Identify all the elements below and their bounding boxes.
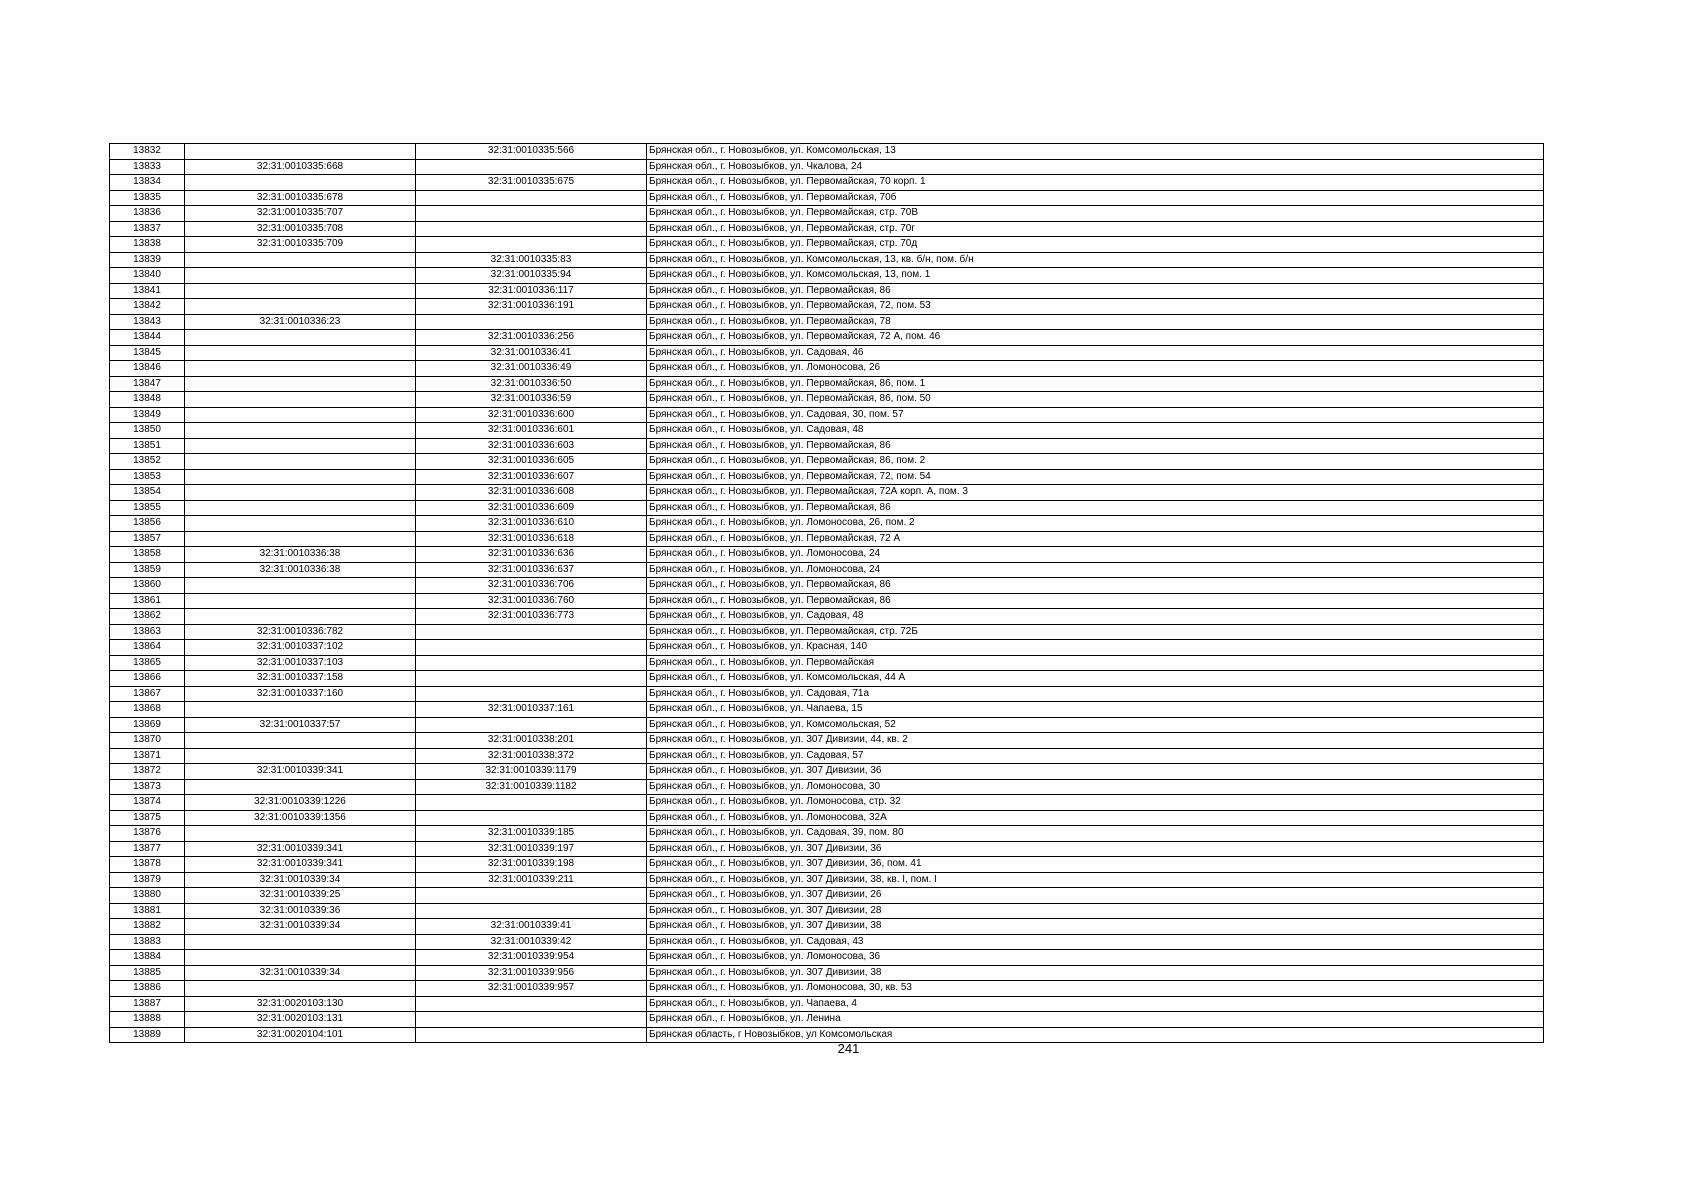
- address-cell: Брянская обл., г. Новозыбков, ул. Первомайская, стр. 70В: [647, 206, 1544, 222]
- address-cell: Брянская обл., г. Новозыбков, ул. Садовая, 48: [647, 423, 1544, 439]
- object-number-cell: [416, 624, 647, 640]
- table-row: [110, 593, 1544, 609]
- cadastral-number-cell: 32:31:0010339:341: [185, 764, 416, 780]
- row-number-cell: 13874: [110, 795, 185, 811]
- address-cell: Брянская обл., г. Новозыбков, ул. Первомайская, стр. 70г: [647, 221, 1544, 237]
- object-number-cell: [416, 686, 647, 702]
- cadastral-number-cell: [185, 500, 416, 516]
- row-number-cell: 13877: [110, 841, 185, 857]
- address-cell: Брянская обл., г. Новозыбков, ул. Первомайская, 70 корп. 1: [647, 175, 1544, 191]
- row-number-cell: 13863: [110, 624, 185, 640]
- cadastral-number-cell: 32:31:0010335:707: [185, 206, 416, 222]
- cadastral-number-cell: [185, 376, 416, 392]
- address-cell: Брянская обл., г. Новозыбков, ул. Первомайская, 72, пом. 54: [647, 469, 1544, 485]
- row-number-cell: 13883: [110, 934, 185, 950]
- cadastral-number-cell: [185, 252, 416, 268]
- object-number-cell: [416, 671, 647, 687]
- object-number-cell: 32:31:0010336:609: [416, 500, 647, 516]
- address-cell: Брянская обл., г. Новозыбков, ул. Ломоносова, 36: [647, 950, 1544, 966]
- row-number-cell: 13836: [110, 206, 185, 222]
- cadastral-number-cell: 32:31:0010335:668: [185, 159, 416, 175]
- table-row: [110, 345, 1544, 361]
- address-cell: Брянская обл., г. Новозыбков, ул. Садовая, 43: [647, 934, 1544, 950]
- table-row: [110, 702, 1544, 718]
- cadastral-number-cell: [185, 578, 416, 594]
- table-row: [110, 903, 1544, 919]
- cadastral-number-cell: [185, 733, 416, 749]
- row-number-cell: 13847: [110, 376, 185, 392]
- table-row: [110, 516, 1544, 532]
- table-row: [110, 361, 1544, 377]
- address-cell: Брянская обл., г. Новозыбков, ул. Ломоносова, стр. 32: [647, 795, 1544, 811]
- row-number-cell: 13866: [110, 671, 185, 687]
- table-row: [110, 609, 1544, 625]
- table-row: [110, 717, 1544, 733]
- row-number-cell: 13840: [110, 268, 185, 284]
- cadastral-number-cell: 32:31:0010339:341: [185, 841, 416, 857]
- object-number-cell: 32:31:0010339:1179: [416, 764, 647, 780]
- row-number-cell: 13856: [110, 516, 185, 532]
- table-row: [110, 299, 1544, 315]
- table-row: [110, 826, 1544, 842]
- table-row: [110, 795, 1544, 811]
- address-cell: Брянская обл., г. Новозыбков, ул. Садовая, 57: [647, 748, 1544, 764]
- table-row: [110, 810, 1544, 826]
- table-row: [110, 190, 1544, 206]
- cadastral-number-cell: 32:31:0010339:34: [185, 872, 416, 888]
- cadastral-number-cell: 32:31:0010339:34: [185, 965, 416, 981]
- table-row: [110, 888, 1544, 904]
- cadastral-number-cell: 32:31:0010337:158: [185, 671, 416, 687]
- object-number-cell: 32:31:0010338:201: [416, 733, 647, 749]
- cadastral-number-cell: 32:31:0020103:130: [185, 996, 416, 1012]
- address-cell: Брянская обл., г. Новозыбков, ул. 307 Дивизии, 28: [647, 903, 1544, 919]
- row-number-cell: 13832: [110, 144, 185, 160]
- address-cell: Брянская обл., г. Новозыбков, ул. Первомайская, стр. 70д: [647, 237, 1544, 253]
- address-cell: Брянская обл., г. Новозыбков, ул. Ломоносова, 30: [647, 779, 1544, 795]
- cadastral-number-cell: [185, 934, 416, 950]
- table-row: [110, 392, 1544, 408]
- address-cell: Брянская обл., г. Новозыбков, ул. Комсомольская, 13: [647, 144, 1544, 160]
- object-number-cell: 32:31:0010336:760: [416, 593, 647, 609]
- object-number-cell: 32:31:0010336:610: [416, 516, 647, 532]
- object-number-cell: 32:31:0010336:706: [416, 578, 647, 594]
- cadastral-number-cell: 32:31:0010339:1356: [185, 810, 416, 826]
- object-number-cell: [416, 1012, 647, 1028]
- row-number-cell: 13882: [110, 919, 185, 935]
- row-number-cell: 13867: [110, 686, 185, 702]
- address-cell: Брянская обл., г. Новозыбков, ул. Комсомольская, 13, кв. б/н, пом. б/н: [647, 252, 1544, 268]
- cadastral-number-cell: [185, 330, 416, 346]
- address-cell: Брянская обл., г. Новозыбков, ул. Первомайская, 86: [647, 593, 1544, 609]
- address-cell: Брянская обл., г. Новозыбков, ул. Чапаева, 4: [647, 996, 1544, 1012]
- table-row: [110, 237, 1544, 253]
- data-table: [109, 143, 1544, 1043]
- table-row: [110, 934, 1544, 950]
- object-number-cell: [416, 717, 647, 733]
- address-cell: Брянская обл., г. Новозыбков, ул. Первомайская, 86, пом. 50: [647, 392, 1544, 408]
- row-number-cell: 13869: [110, 717, 185, 733]
- object-number-cell: [416, 221, 647, 237]
- object-number-cell: [416, 190, 647, 206]
- address-cell: Брянская обл., г. Новозыбков, ул. Первомайская, 78: [647, 314, 1544, 330]
- address-cell: Брянская обл., г. Новозыбков, ул. 307 Дивизии, 26: [647, 888, 1544, 904]
- address-cell: Брянская обл., г. Новозыбков, ул. Чапаева, 15: [647, 702, 1544, 718]
- address-cell: Брянская обл., г. Новозыбков, ул. Первомайская, 86: [647, 500, 1544, 516]
- address-cell: Брянская обл., г. Новозыбков, ул. Садовая, 46: [647, 345, 1544, 361]
- cadastral-number-cell: 32:31:0010339:25: [185, 888, 416, 904]
- table-row: [110, 981, 1544, 997]
- row-number-cell: 13852: [110, 454, 185, 470]
- object-number-cell: [416, 314, 647, 330]
- address-cell: Брянская обл., г. Новозыбков, ул. Первомайская, 86: [647, 283, 1544, 299]
- object-number-cell: 32:31:0010338:372: [416, 748, 647, 764]
- object-number-cell: 32:31:0010336:603: [416, 438, 647, 454]
- object-number-cell: [416, 996, 647, 1012]
- object-number-cell: 32:31:0010336:117: [416, 283, 647, 299]
- object-number-cell: [416, 655, 647, 671]
- address-cell: Брянская обл., г. Новозыбков, ул. Ленина: [647, 1012, 1544, 1028]
- object-number-cell: [416, 206, 647, 222]
- object-number-cell: 32:31:0010336:50: [416, 376, 647, 392]
- object-number-cell: 32:31:0010336:605: [416, 454, 647, 470]
- cadastral-number-cell: 32:31:0010339:341: [185, 857, 416, 873]
- object-number-cell: 32:31:0010336:41: [416, 345, 647, 361]
- table-row: [110, 996, 1544, 1012]
- cadastral-number-cell: [185, 826, 416, 842]
- cadastral-number-cell: [185, 144, 416, 160]
- row-number-cell: 13876: [110, 826, 185, 842]
- object-number-cell: 32:31:0010339:185: [416, 826, 647, 842]
- table-row: [110, 314, 1544, 330]
- cadastral-number-cell: 32:31:0010336:23: [185, 314, 416, 330]
- object-number-cell: 32:31:0010337:161: [416, 702, 647, 718]
- table-row: [110, 748, 1544, 764]
- cadastral-number-cell: [185, 345, 416, 361]
- cadastral-number-cell: [185, 609, 416, 625]
- table-row: [110, 578, 1544, 594]
- row-number-cell: 13873: [110, 779, 185, 795]
- address-cell: Брянская обл., г. Новозыбков, ул. Комсомольская, 52: [647, 717, 1544, 733]
- cadastral-number-cell: 32:31:0010337:103: [185, 655, 416, 671]
- table-row: [110, 175, 1544, 191]
- table-row: [110, 144, 1544, 160]
- row-number-cell: 13853: [110, 469, 185, 485]
- row-number-cell: 13858: [110, 547, 185, 563]
- row-number-cell: 13875: [110, 810, 185, 826]
- cadastral-number-cell: 32:31:0010336:782: [185, 624, 416, 640]
- cadastral-number-cell: [185, 407, 416, 423]
- cadastral-number-cell: 32:31:0010336:38: [185, 547, 416, 563]
- address-cell: Брянская обл., г. Новозыбков, ул. Чкалова, 24: [647, 159, 1544, 175]
- table-row: [110, 872, 1544, 888]
- row-number-cell: 13886: [110, 981, 185, 997]
- row-number-cell: 13870: [110, 733, 185, 749]
- cadastral-number-cell: [185, 748, 416, 764]
- object-number-cell: 32:31:0010336:773: [416, 609, 647, 625]
- address-cell: Брянская обл., г. Новозыбков, ул. Ломоносова, 24: [647, 562, 1544, 578]
- row-number-cell: 13888: [110, 1012, 185, 1028]
- row-number-cell: 13880: [110, 888, 185, 904]
- row-number-cell: 13835: [110, 190, 185, 206]
- object-number-cell: 32:31:0010335:566: [416, 144, 647, 160]
- address-cell: Брянская область, г Новозыбков, ул Комсомольская: [647, 1027, 1544, 1043]
- table-body: [110, 144, 1544, 1043]
- object-number-cell: 32:31:0010339:956: [416, 965, 647, 981]
- table-row: [110, 919, 1544, 935]
- object-number-cell: 32:31:0010335:83: [416, 252, 647, 268]
- row-number-cell: 13879: [110, 872, 185, 888]
- object-number-cell: 32:31:0010335:94: [416, 268, 647, 284]
- table-row: [110, 469, 1544, 485]
- table-row: [110, 547, 1544, 563]
- object-number-cell: 32:31:0010339:211: [416, 872, 647, 888]
- cadastral-number-cell: 32:31:0010337:160: [185, 686, 416, 702]
- row-number-cell: 13838: [110, 237, 185, 253]
- cadastral-number-cell: [185, 423, 416, 439]
- address-cell: Брянская обл., г. Новозыбков, ул. Первомайская: [647, 655, 1544, 671]
- address-cell: Брянская обл., г. Новозыбков, ул. Первомайская, стр. 72Б: [647, 624, 1544, 640]
- row-number-cell: 13861: [110, 593, 185, 609]
- row-number-cell: 13859: [110, 562, 185, 578]
- table-row: [110, 624, 1544, 640]
- row-number-cell: 13850: [110, 423, 185, 439]
- cadastral-number-cell: [185, 469, 416, 485]
- address-cell: Брянская обл., г. Новозыбков, ул. Первомайская, 72 А, пом. 46: [647, 330, 1544, 346]
- row-number-cell: 13871: [110, 748, 185, 764]
- object-number-cell: 32:31:0010336:618: [416, 531, 647, 547]
- object-number-cell: 32:31:0010336:191: [416, 299, 647, 315]
- cadastral-number-cell: 32:31:0010335:709: [185, 237, 416, 253]
- row-number-cell: 13889: [110, 1027, 185, 1043]
- cadastral-number-cell: [185, 438, 416, 454]
- address-cell: Брянская обл., г. Новозыбков, ул. Первомайская, 72 А: [647, 531, 1544, 547]
- address-cell: Брянская обл., г. Новозыбков, ул. Первомайская, 70б: [647, 190, 1544, 206]
- row-number-cell: 13887: [110, 996, 185, 1012]
- table-row: [110, 1012, 1544, 1028]
- cadastral-number-cell: 32:31:0010336:38: [185, 562, 416, 578]
- object-number-cell: 32:31:0010336:608: [416, 485, 647, 501]
- row-number-cell: 13837: [110, 221, 185, 237]
- object-number-cell: 32:31:0010336:607: [416, 469, 647, 485]
- address-cell: Брянская обл., г. Новозыбков, ул. Ломоносова, 26: [647, 361, 1544, 377]
- row-number-cell: 13862: [110, 609, 185, 625]
- table-row: [110, 857, 1544, 873]
- address-cell: Брянская обл., г. Новозыбков, ул. Красная, 140: [647, 640, 1544, 656]
- cadastral-number-cell: [185, 531, 416, 547]
- address-cell: Брянская обл., г. Новозыбков, ул. Комсомольская, 44 А: [647, 671, 1544, 687]
- page-number: 241: [837, 1041, 860, 1056]
- table-row: [110, 640, 1544, 656]
- object-number-cell: 32:31:0010336:637: [416, 562, 647, 578]
- cadastral-number-cell: [185, 593, 416, 609]
- cadastral-number-cell: [185, 516, 416, 532]
- cadastral-number-cell: [185, 950, 416, 966]
- cadastral-number-cell: [185, 454, 416, 470]
- cadastral-number-cell: [185, 283, 416, 299]
- table-row: [110, 671, 1544, 687]
- table-row: [110, 330, 1544, 346]
- object-number-cell: 32:31:0010339:957: [416, 981, 647, 997]
- cadastral-number-cell: 32:31:0010339:34: [185, 919, 416, 935]
- table-row: [110, 159, 1544, 175]
- row-number-cell: 13884: [110, 950, 185, 966]
- object-number-cell: 32:31:0010336:59: [416, 392, 647, 408]
- table-row: [110, 655, 1544, 671]
- table-row: [110, 686, 1544, 702]
- object-number-cell: [416, 903, 647, 919]
- object-number-cell: [416, 159, 647, 175]
- row-number-cell: 13851: [110, 438, 185, 454]
- table-row: [110, 485, 1544, 501]
- row-number-cell: 13843: [110, 314, 185, 330]
- address-cell: Брянская обл., г. Новозыбков, ул. Первомайская, 86, пом. 2: [647, 454, 1544, 470]
- address-cell: Брянская обл., г. Новозыбков, ул. 307 Дивизии, 38: [647, 965, 1544, 981]
- object-number-cell: 32:31:0010339:1182: [416, 779, 647, 795]
- table-row: [110, 268, 1544, 284]
- row-number-cell: 13845: [110, 345, 185, 361]
- row-number-cell: 13864: [110, 640, 185, 656]
- address-cell: Брянская обл., г. Новозыбков, ул. Первомайская, 72А корп. А, пом. 3: [647, 485, 1544, 501]
- object-number-cell: 32:31:0010339:954: [416, 950, 647, 966]
- object-number-cell: 32:31:0010339:197: [416, 841, 647, 857]
- address-cell: Брянская обл., г. Новозыбков, ул. Ломоносова, 26, пом. 2: [647, 516, 1544, 532]
- row-number-cell: 13881: [110, 903, 185, 919]
- table-row: [110, 500, 1544, 516]
- table-row: [110, 764, 1544, 780]
- cadastral-number-cell: [185, 361, 416, 377]
- row-number-cell: 13865: [110, 655, 185, 671]
- object-number-cell: 32:31:0010339:42: [416, 934, 647, 950]
- address-cell: Брянская обл., г. Новозыбков, ул. 307 Дивизии, 38: [647, 919, 1544, 935]
- cadastral-number-cell: [185, 175, 416, 191]
- address-cell: Брянская обл., г. Новозыбков, ул. Ломоносова, 32А: [647, 810, 1544, 826]
- table-row: [110, 206, 1544, 222]
- object-number-cell: [416, 795, 647, 811]
- address-cell: Брянская обл., г. Новозыбков, ул. Первомайская, 86: [647, 438, 1544, 454]
- cadastral-number-cell: 32:31:0020103:131: [185, 1012, 416, 1028]
- object-number-cell: 32:31:0010335:675: [416, 175, 647, 191]
- address-cell: Брянская обл., г. Новозыбков, ул. 307 Дивизии, 36: [647, 764, 1544, 780]
- row-number-cell: 13844: [110, 330, 185, 346]
- row-number-cell: 13849: [110, 407, 185, 423]
- table-row: [110, 733, 1544, 749]
- cadastral-number-cell: [185, 299, 416, 315]
- table-row: [110, 423, 1544, 439]
- row-number-cell: 13841: [110, 283, 185, 299]
- object-number-cell: 32:31:0010339:41: [416, 919, 647, 935]
- address-cell: Брянская обл., г. Новозыбков, ул. Садовая, 39, пом. 80: [647, 826, 1544, 842]
- table-row: [110, 965, 1544, 981]
- object-number-cell: [416, 888, 647, 904]
- table-row: [110, 283, 1544, 299]
- row-number-cell: 13872: [110, 764, 185, 780]
- object-number-cell: 32:31:0010336:256: [416, 330, 647, 346]
- address-cell: Брянская обл., г. Новозыбков, ул. Садовая, 30, пом. 57: [647, 407, 1544, 423]
- row-number-cell: 13860: [110, 578, 185, 594]
- row-number-cell: 13848: [110, 392, 185, 408]
- address-cell: Брянская обл., г. Новозыбков, ул. Ломоносова, 30, кв. 53: [647, 981, 1544, 997]
- table-row: [110, 841, 1544, 857]
- row-number-cell: 13855: [110, 500, 185, 516]
- row-number-cell: 13857: [110, 531, 185, 547]
- address-cell: Брянская обл., г. Новозыбков, ул. Комсомольская, 13, пом. 1: [647, 268, 1544, 284]
- object-number-cell: 32:31:0010339:198: [416, 857, 647, 873]
- address-cell: Брянская обл., г. Новозыбков, ул. 307 Дивизии, 36: [647, 841, 1544, 857]
- address-cell: Брянская обл., г. Новозыбков, ул. Садовая, 71а: [647, 686, 1544, 702]
- table-row: [110, 376, 1544, 392]
- cadastral-number-cell: 32:31:0010337:57: [185, 717, 416, 733]
- cadastral-number-cell: 32:31:0010339:1226: [185, 795, 416, 811]
- address-cell: Брянская обл., г. Новозыбков, ул. Первомайская, 86, пом. 1: [647, 376, 1544, 392]
- table-row: [110, 562, 1544, 578]
- table-row: [110, 407, 1544, 423]
- cadastral-number-cell: [185, 702, 416, 718]
- object-number-cell: [416, 640, 647, 656]
- row-number-cell: 13833: [110, 159, 185, 175]
- table-row: [110, 950, 1544, 966]
- cadastral-number-cell: 32:31:0010337:102: [185, 640, 416, 656]
- row-number-cell: 13878: [110, 857, 185, 873]
- object-number-cell: 32:31:0010336:601: [416, 423, 647, 439]
- address-cell: Брянская обл., г. Новозыбков, ул. 307 Дивизии, 36, пом. 41: [647, 857, 1544, 873]
- table-row: [110, 454, 1544, 470]
- table-row: [110, 779, 1544, 795]
- cadastral-number-cell: [185, 392, 416, 408]
- object-number-cell: 32:31:0010336:600: [416, 407, 647, 423]
- cadastral-number-cell: 32:31:0010339:36: [185, 903, 416, 919]
- cadastral-number-cell: [185, 779, 416, 795]
- cadastral-number-cell: [185, 981, 416, 997]
- cadastral-number-cell: [185, 268, 416, 284]
- table-row: [110, 221, 1544, 237]
- row-number-cell: 13854: [110, 485, 185, 501]
- cadastral-number-cell: [185, 485, 416, 501]
- row-number-cell: 13839: [110, 252, 185, 268]
- table-row: [110, 252, 1544, 268]
- object-number-cell: [416, 237, 647, 253]
- address-cell: Брянская обл., г. Новозыбков, ул. 307 Дивизии, 38, кв. I, пом. I: [647, 872, 1544, 888]
- address-cell: Брянская обл., г. Новозыбков, ул. Первомайская, 86: [647, 578, 1544, 594]
- cadastral-number-cell: 32:31:0020104:101: [185, 1027, 416, 1043]
- address-cell: Брянская обл., г. Новозыбков, ул. Первомайская, 72, пом. 53: [647, 299, 1544, 315]
- cadastral-number-cell: 32:31:0010335:678: [185, 190, 416, 206]
- object-number-cell: [416, 810, 647, 826]
- object-number-cell: 32:31:0010336:636: [416, 547, 647, 563]
- address-cell: Брянская обл., г. Новозыбков, ул. 307 Дивизии, 44, кв. 2: [647, 733, 1544, 749]
- row-number-cell: 13834: [110, 175, 185, 191]
- table-row: [110, 531, 1544, 547]
- row-number-cell: 13842: [110, 299, 185, 315]
- row-number-cell: 13868: [110, 702, 185, 718]
- cadastral-number-cell: 32:31:0010335:708: [185, 221, 416, 237]
- table-row: [110, 438, 1544, 454]
- row-number-cell: 13846: [110, 361, 185, 377]
- address-cell: Брянская обл., г. Новозыбков, ул. Садовая, 48: [647, 609, 1544, 625]
- object-number-cell: 32:31:0010336:49: [416, 361, 647, 377]
- row-number-cell: 13885: [110, 965, 185, 981]
- address-cell: Брянская обл., г. Новозыбков, ул. Ломоносова, 24: [647, 547, 1544, 563]
